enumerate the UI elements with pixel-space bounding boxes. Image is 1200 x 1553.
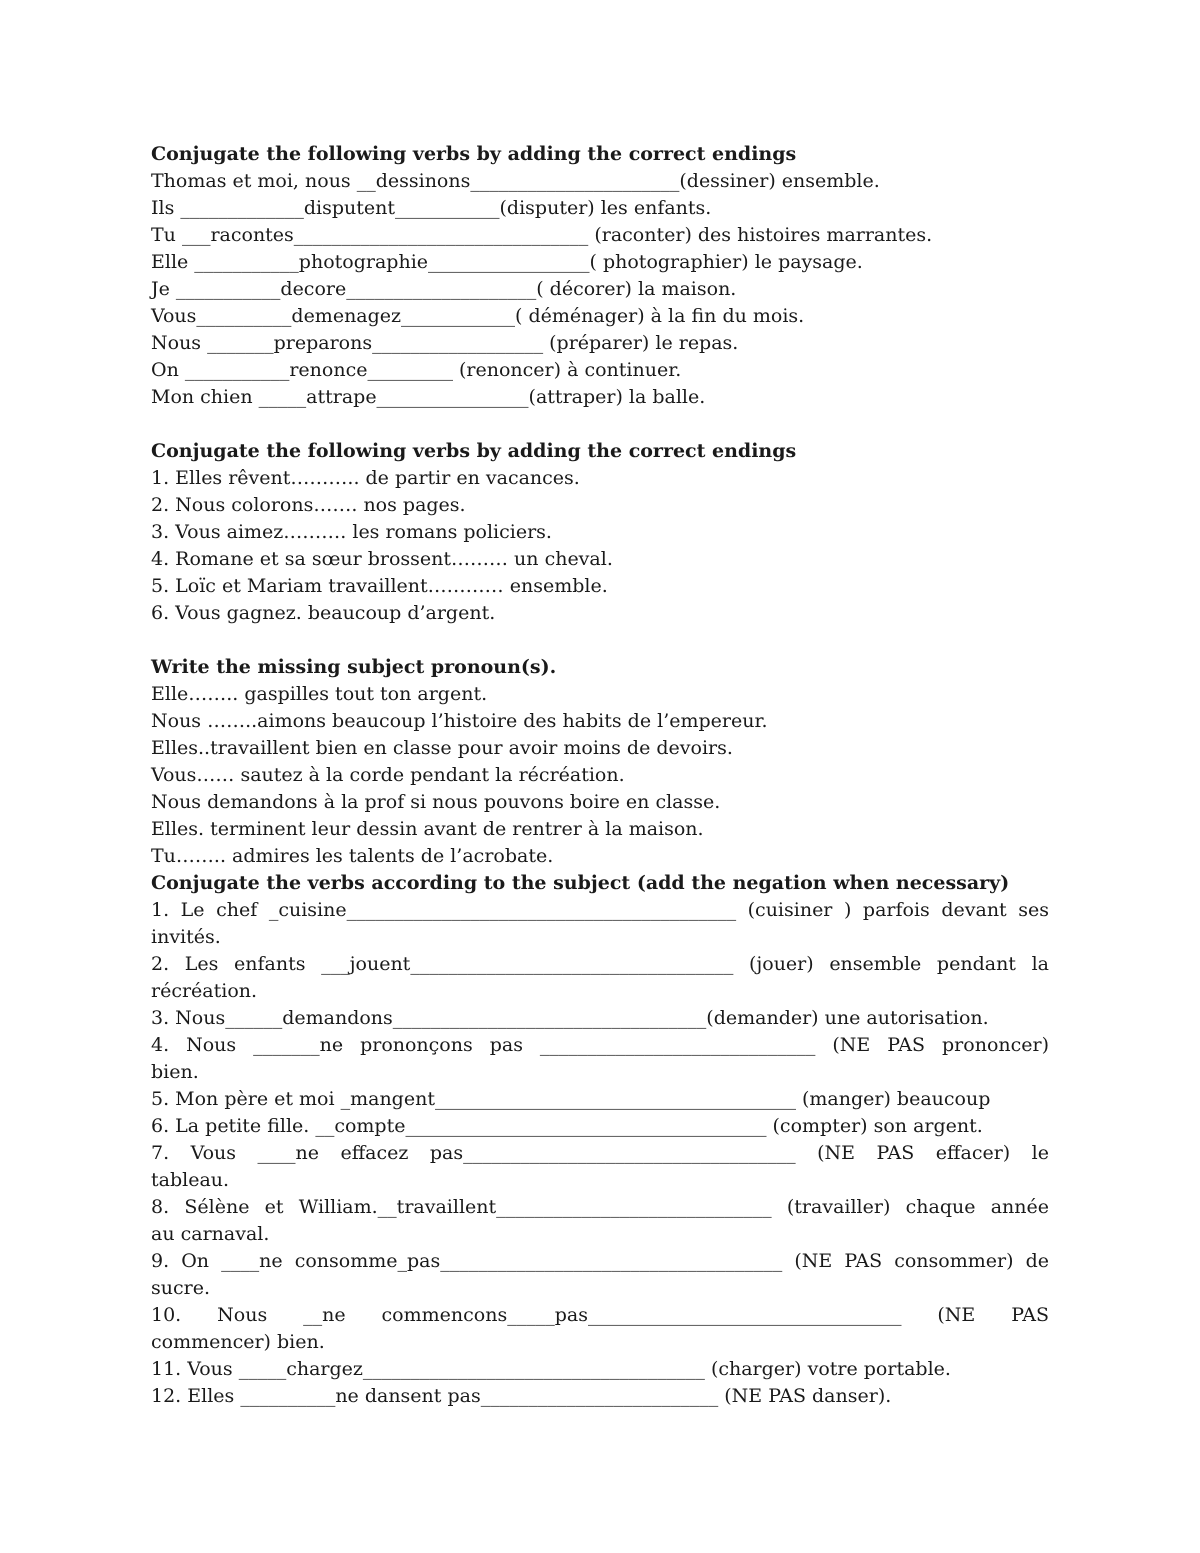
exercise-line: Ils _____________disputent___________(disputer) les enfants. <box>151 197 712 219</box>
exercise-line-continuation: au carnaval. <box>151 1223 270 1245</box>
exercise-line: Elles..travaillent bien en classe pour avoir moins de devoirs. <box>151 737 733 759</box>
exercise-line: Nous demandons à la prof si nous pouvons boire en classe. <box>151 791 721 813</box>
section-2-heading: Conjugate the following verbs by adding the correct endings <box>151 440 797 462</box>
exercise-line: 4. Nous _______ne prononçons pas _____________________________ (NE PAS prononcer) <box>151 1034 1049 1056</box>
exercise-line: 4. Romane et sa sœur brossent……… un cheval. <box>151 548 613 570</box>
section-4-heading: Conjugate the verbs according to the subject (add the negation when necessary) <box>151 872 1010 894</box>
section-3-heading: Write the missing subject pronoun(s). <box>151 656 557 678</box>
exercise-line: 9. On ____ne consomme_pas____________________________________ (NE PAS consommer) de <box>151 1250 1049 1272</box>
spacer <box>151 411 1049 438</box>
exercise-line-continuation: récréation. <box>151 980 258 1002</box>
exercise-line-continuation: sucre. <box>151 1277 210 1299</box>
exercise-line: 11. Vous _____chargez____________________________________ (charger) votre portable. <box>151 1358 951 1380</box>
section-1-heading: Conjugate the following verbs by adding the correct endings <box>151 143 797 165</box>
exercise-line: Elle…….. gaspilles tout ton argent. <box>151 683 488 705</box>
exercise-line: Elles. terminent leur dessin avant de rentrer à la maison. <box>151 818 704 840</box>
exercise-line: Nous _______preparons__________________ (préparer) le repas. <box>151 332 739 354</box>
spacer <box>151 627 1049 654</box>
exercise-line: Nous ……..aimons beaucoup l’histoire des habits de l’empereur. <box>151 710 768 732</box>
exercise-line-continuation: invités. <box>151 926 221 948</box>
exercise-line: 7. Vous ____ne effacez pas___________________________________ (NE PAS effacer) le <box>151 1142 1049 1164</box>
exercise-line-continuation: commencer) bien. <box>151 1331 325 1353</box>
exercise-line: 12. Elles __________ne dansent pas_________________________ (NE PAS danser). <box>151 1385 892 1407</box>
exercise-line: 2. Nous colorons……. nos pages. <box>151 494 466 516</box>
section-4 <box>151 870 1049 1410</box>
exercise-line-continuation: bien. <box>151 1061 199 1083</box>
exercise-line: 1. Le chef _cuisine_________________________________________ (cuisiner ) parfois devant ses <box>151 899 1049 921</box>
exercise-line: 6. Vous gagnez. beaucoup d’argent. <box>151 602 496 624</box>
exercise-line: 3. Vous aimez………. les romans policiers. <box>151 521 552 543</box>
exercise-line: 5. Mon père et moi _mangent______________________________________ (manger) beaucoup <box>151 1088 991 1110</box>
exercise-line: Thomas et moi, nous __dessinons______________________(dessiner) ensemble. <box>151 170 880 192</box>
exercise-line: 10. Nous __ne commencons_____pas_________________________________ (NE PAS <box>151 1304 1049 1326</box>
exercise-line: Vous…… sautez à la corde pendant la récréation. <box>151 764 625 786</box>
exercise-line: 3. Nous______demandons_________________________________(demander) une autorisation. <box>151 1007 989 1029</box>
exercise-line: 6. La petite fille. __compte______________________________________ (compter) son argent. <box>151 1115 983 1137</box>
exercise-line: Vous__________demenagez____________( déménager) à la fin du mois. <box>151 305 805 327</box>
exercise-line: 2. Les enfants ___jouent__________________________________ (jouer) ensemble pendant la <box>151 953 1049 975</box>
exercise-line: 5. Loïc et Mariam travaillent………… ensemble. <box>151 575 608 597</box>
worksheet-page <box>151 141 1049 1410</box>
exercise-line: Tu ___racontes_______________________________ (raconter) des histoires marrantes. <box>151 224 933 246</box>
exercise-line: 8. Sélène et William.__travaillent_____________________________ (travailler) chaque année <box>151 1196 1049 1218</box>
exercise-line: Je ___________decore____________________( décorer) la maison. <box>151 278 737 300</box>
exercise-line-continuation: tableau. <box>151 1169 230 1191</box>
exercise-line: On ___________renonce_________ (renoncer) à continuer. <box>151 359 682 381</box>
section-1 <box>151 141 1049 411</box>
exercise-line: Mon chien _____attrape________________(attraper) la balle. <box>151 386 706 408</box>
exercise-line: 1. Elles rêvent……….. de partir en vacances. <box>151 467 580 489</box>
section-3 <box>151 654 1049 870</box>
exercise-line: Elle ___________photographie_________________( photographier) le paysage. <box>151 251 863 273</box>
section-2 <box>151 438 1049 627</box>
exercise-line: Tu…….. admires les talents de l’acrobate. <box>151 845 554 867</box>
